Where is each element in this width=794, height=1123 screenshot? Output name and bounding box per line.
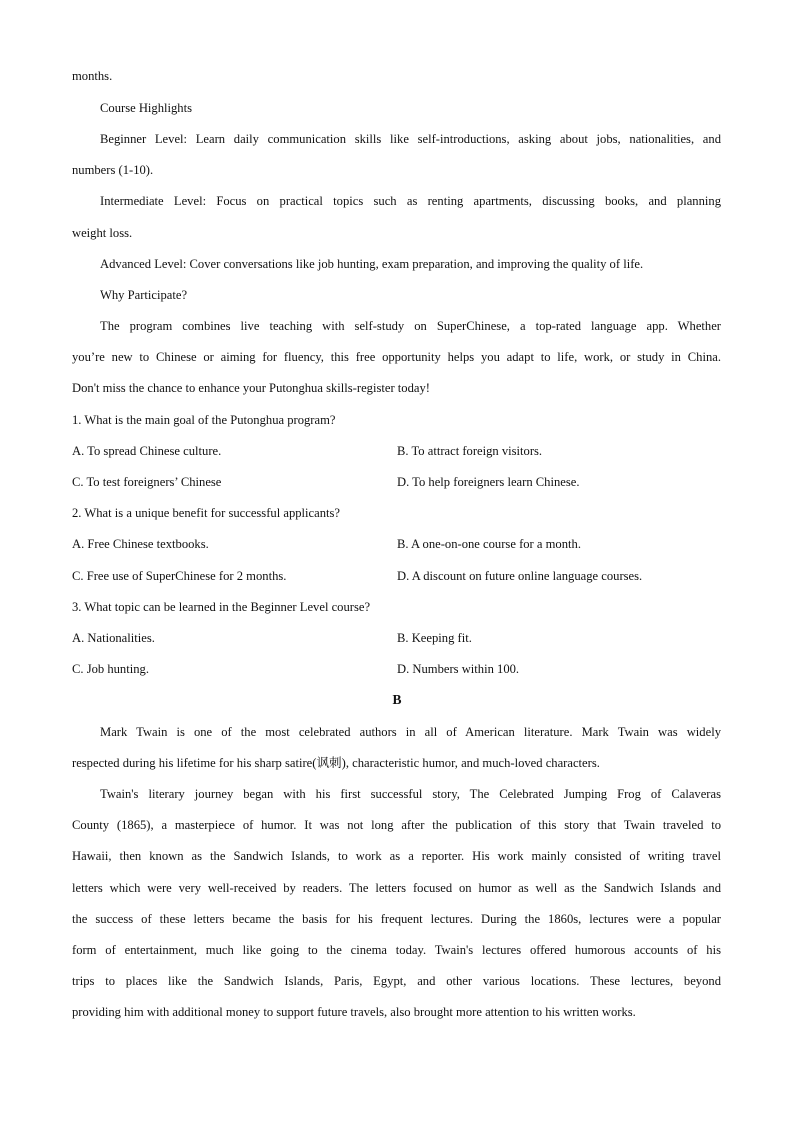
question-3-option-d: D. Numbers within 100. — [397, 662, 520, 676]
passage-b-p2-line-1: Twain's literary journey began with his first successful story, The Celebrated Jumping Frog of Calaveras — [100, 787, 721, 801]
passage-b-p2-line-7: trips to places like the Sandwich Islands, Paris, Egypt, and other various locations. These lectures, beyond — [72, 974, 721, 988]
passage-b-p2-line-3: Hawaii, then known as the Sandwich Islands, to work as a reporter. His work mainly consisted of writing travel — [72, 849, 721, 863]
section-b-heading: B — [392, 692, 402, 707]
question-3-option-a: A. Nationalities. — [72, 631, 155, 645]
beginner-line-1: Beginner Level: Learn daily communication skills like self-introductions, asking about jobs, nationalities, and — [100, 132, 721, 146]
intermediate-line-1: Intermediate Level: Focus on practical topics such as renting apartments, discussing books, and planning — [100, 194, 721, 208]
question-1-option-c: C. To test foreigners’ Chinese — [72, 475, 222, 489]
question-1-option-b: B. To attract foreign visitors. — [397, 444, 543, 458]
why-heading: Why Participate? — [100, 288, 188, 302]
passage-b-p2-line-6: form of entertainment, much like going to the cinema today. Twain's lectures offered humorous accounts of his — [72, 943, 721, 957]
why-line-2: you’re new to Chinese or aiming for fluency, this free opportunity helps you adapt to life, work, or study in China. — [72, 350, 721, 364]
why-line-3: Don't miss the chance to enhance your Putonghua skills-register today! — [72, 381, 430, 395]
passage-b-p1-line-2: respected during his lifetime for his sharp satire(讽刺), characteristic humor, and much-loved characters. — [72, 756, 600, 770]
question-3-option-c: C. Job hunting. — [72, 662, 149, 676]
beginner-line-2: numbers (1-10). — [72, 163, 154, 177]
passage-b-p2-line-2: County (1865), a masterpiece of humor. It was not long after the publication of this story that Twain traveled to — [72, 818, 721, 832]
question-3-stem: 3. What topic can be learned in the Beginner Level course? — [72, 600, 371, 614]
why-line-1: The program combines live teaching with self-study on SuperChinese, a top-rated language app. Whether — [100, 319, 721, 333]
passage-b-p2-line-4: letters which were very well-received by readers. The letters focused on humor as well as the Sandwich Islands and — [72, 881, 721, 895]
question-2-option-b: B. A one-on-one course for a month. — [397, 537, 581, 551]
advanced-line-1: Advanced Level: Cover conversations like job hunting, exam preparation, and improving the quality of life. — [100, 257, 644, 271]
highlights-heading: Course Highlights — [100, 101, 193, 115]
question-2-option-c: C. Free use of SuperChinese for 2 months. — [72, 569, 287, 583]
question-1-stem: 1. What is the main goal of the Putonghua program? — [72, 413, 336, 427]
intermediate-line-2: weight loss. — [72, 226, 133, 240]
passage-b-p2-line-8: providing him with additional money to support future travels, also brought more attention to his written works. — [72, 1005, 636, 1019]
question-2-stem: 2. What is a unique benefit for successful applicants? — [72, 506, 340, 520]
question-3-option-b: B. Keeping fit. — [397, 631, 472, 645]
passage-b-p2-line-5: the success of these letters became the basis for his frequent lectures. During the 1860s, lectures were a popular — [72, 912, 721, 926]
question-1-option-d: D. To help foreigners learn Chinese. — [397, 475, 580, 489]
continued-line: months. — [72, 69, 113, 83]
passage-b-p1-line-1: Mark Twain is one of the most celebrated authors in all of American literature. Mark Twain was widely — [100, 725, 721, 739]
question-2-option-d: D. A discount on future online language courses. — [397, 569, 643, 583]
question-2-option-a: A. Free Chinese textbooks. — [72, 537, 209, 551]
question-1-option-a: A. To spread Chinese culture. — [72, 444, 222, 458]
